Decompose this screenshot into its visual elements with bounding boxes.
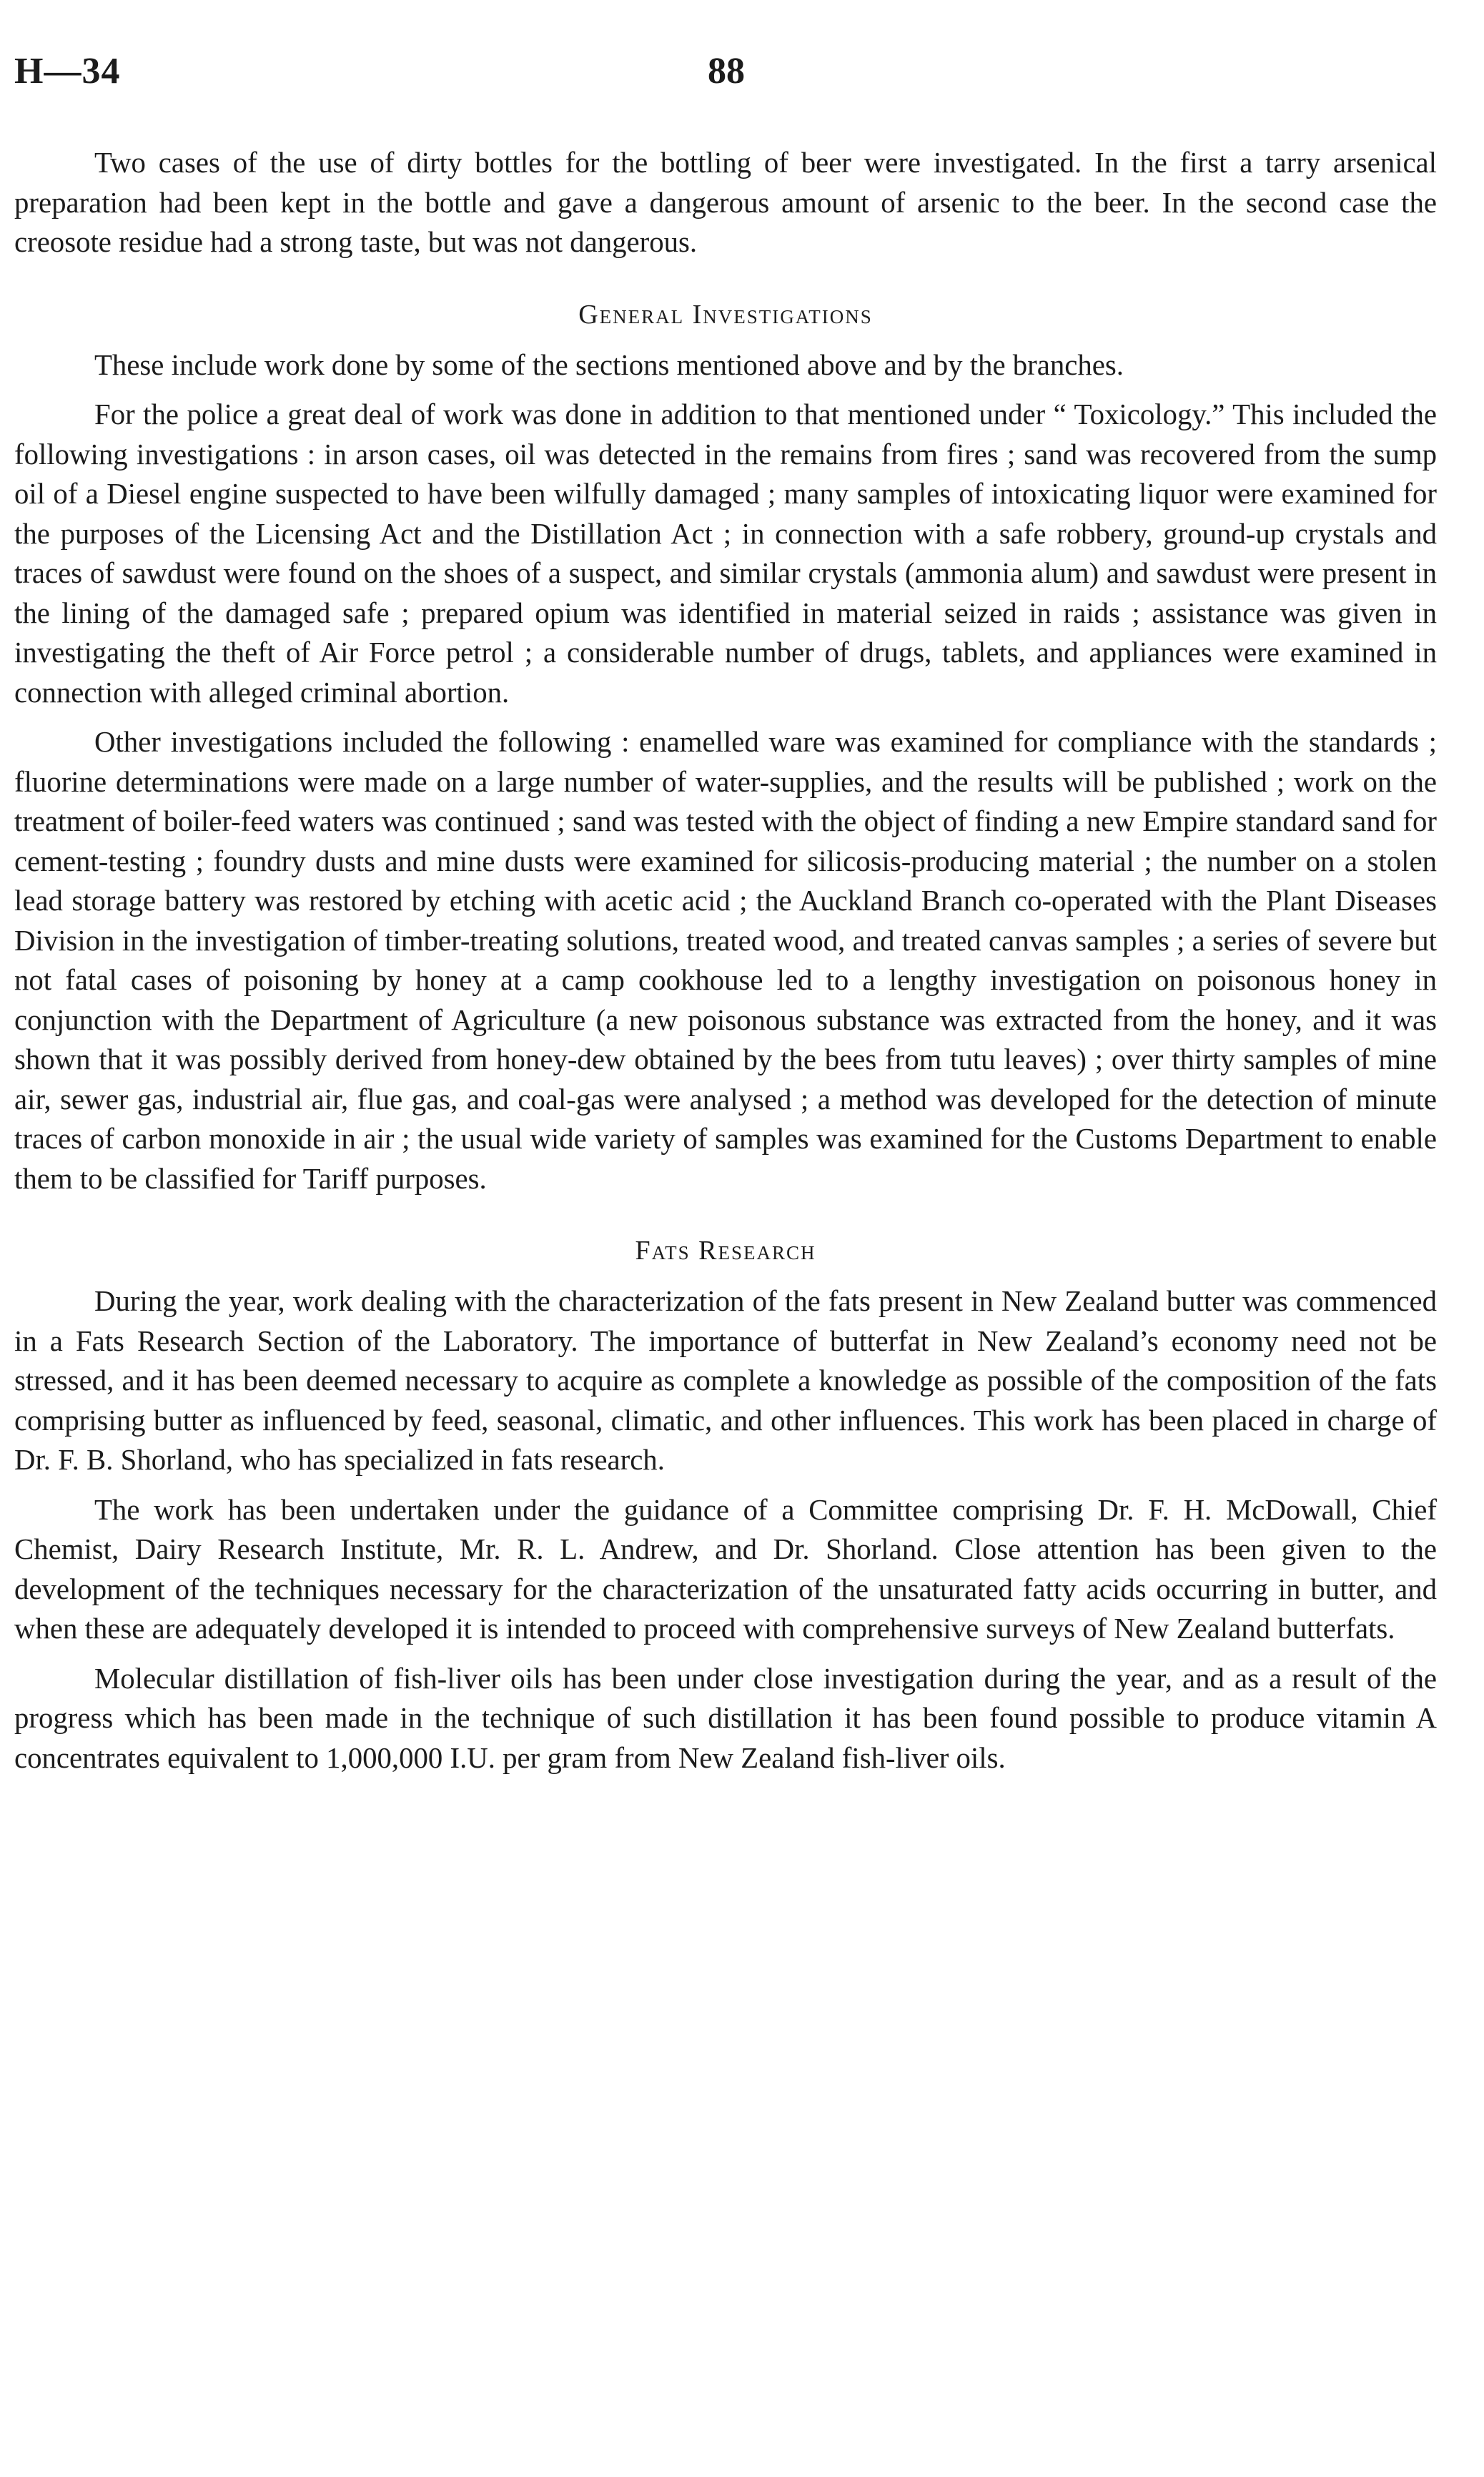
paragraph-committee: The work has been undertaken under the guidance of a Committee comprising Dr. F. H. McDowall, Chief Chemist, Dairy Research Institute, Mr. R. L. Andrew, and Dr. Shorland. Close attention has been given to the development of the techniques necessary for the characterization of the unsaturated fatty acids occurring in butter, and when these are adequately developed it is intended to proceed with comprehensive surveys of New Zealand butterfats. (14, 1493, 1437, 1645)
body-text (14, 143, 1437, 1788)
paragraph-fats-section: During the year, work dealing with the characterization of the fats present in New Zealand butter was commenced in a Fats Research Section of the Laboratory. The importance of butterfat in New Zealand’s economy need not be stressed, and it has been deemed necessary to acquire as complete a knowledge as possible of the composition of the fats comprising butter as influenced by feed, seasonal, climatic, and other influences. This work has been placed in charge of Dr. F. B. Shorland, who has specialized in fats research. (14, 1285, 1437, 1476)
heading-fats-research: Fats Research (635, 1236, 816, 1266)
page-number: 88 (708, 51, 745, 92)
paragraph-dirty-bottles: Two cases of the use of dirty bottles for the bottling of beer were investigated. In the first a tarry arsenical preparation had been kept in the bottle and gave a dangerous amount of arsenic to the beer. In the second case the creosote residue had a strong taste, but was not dangerous. (14, 147, 1437, 258)
paragraph-molecular-distillation: Molecular distillation of fish-liver oils has been under close investigation during the year, and as a result of the progress which has been made in the technique of such distillation it has been found possible to produce vitamin A concentrates equivalent to 1,000,000 I.U. per gram from New Zealand fish-liver oils. (14, 1662, 1437, 1774)
paragraph-general-intro: These include work done by some of the sections mentioned above and by the branches. (94, 348, 1124, 381)
paragraph-other-investigations: Other investigations included the following : enamelled ware was examined for compliance with the standards ; fluorine determinations were made on a large number of water-supplies, and the results will be published ; work on the treatment of boiler-feed waters was continued ; sand was tested with the object of finding a new Empire standard sand for cement-testing ; foundry dusts and mine dusts were examined for silicosis-producing material ; the number on a stolen lead storage battery was restored by etching with acetic acid ; the Auckland Branch co-operated with the Plant Diseases Division in the investigation of timber-treating solutions, treated wood, and treated canvas samples ; a series of severe but not fatal cases of poisoning by honey at a camp cookhouse led to a lengthy investigation on poisonous honey in conjunction with the Department of Agriculture (a new poisonous substance was extracted from the honey, and it was shown that it was possibly derived from honey-dew obtained by the bees from tutu leaves) ; over thirty samples of mine air, sewer gas, industrial air, flue gas, and coal-gas were analysed ; a method was developed for the detection of minute traces of carbon monoxide in air ; the usual wide variety of samples was examined for the Customs Department to enable them to be classified for Tariff purposes. (14, 726, 1437, 1195)
page-header (14, 50, 1437, 107)
series-code: H—34 (14, 51, 121, 92)
paragraph-police-work: For the police a great deal of work was done in addition to that mentioned under “ Toxicology.” This included the following investigations : in arson cases, oil was detected in the remains from fires ; sand was recovered from the sump oil of a Diesel engine suspected to have been wilfully damaged ; many samples of intoxicating liquor were examined for the purposes of the Licensing Act and the Distillation Act ; in connection with a safe robbery, ground-up crystals and traces of sawdust were found on the shoes of a suspect, and similar crystals (ammonia alum) and sawdust were present in the lining of the damaged safe ; prepared opium was identified in material seized in raids ; assistance was given in investigating the theft of Air Force petrol ; a considerable number of drugs, tablets, and appliances were examined in connection with alleged criminal abortion. (14, 398, 1437, 709)
heading-general-investigations: General Investigations (578, 299, 873, 330)
document-page (14, 50, 1437, 1774)
